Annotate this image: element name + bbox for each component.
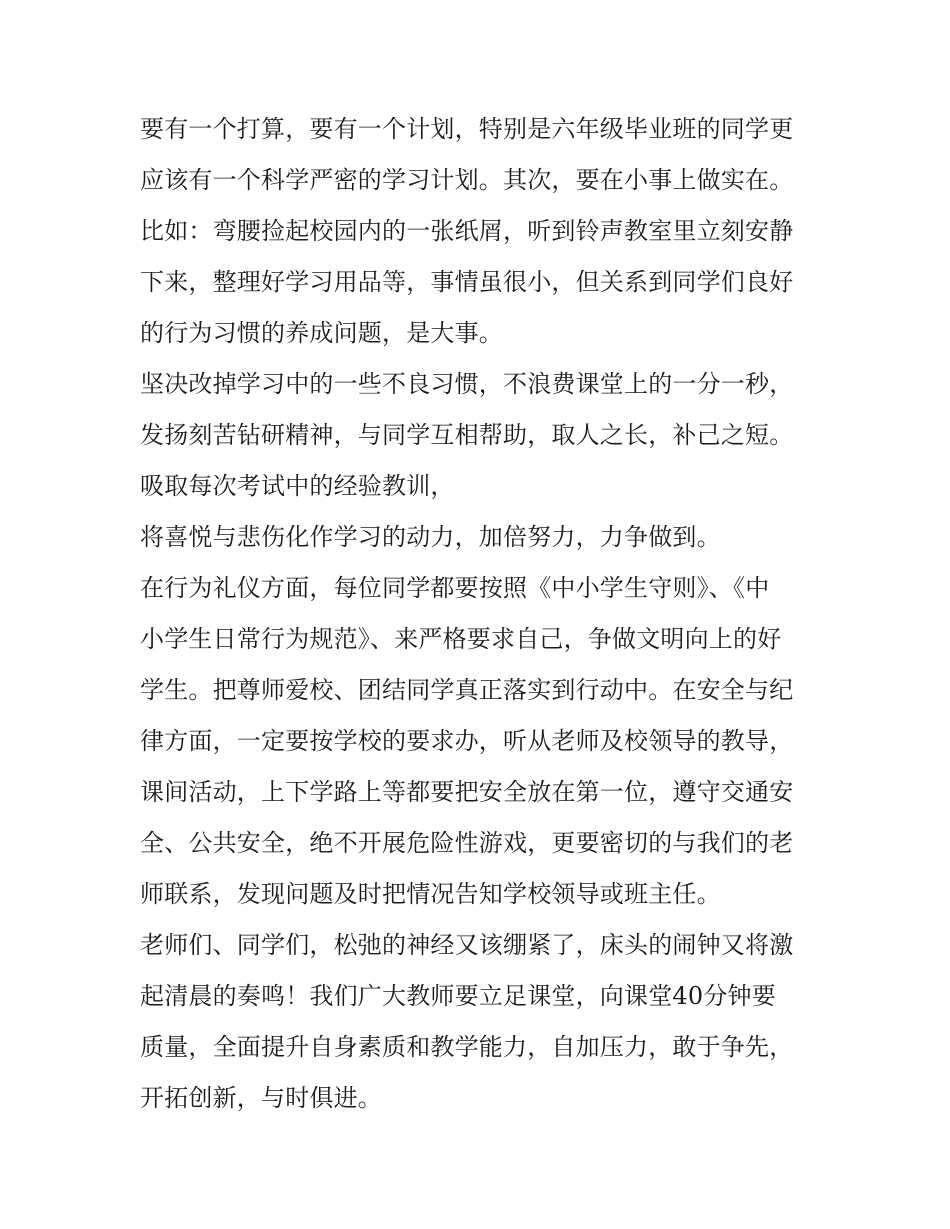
text-line: 吸取每次考试中的经验教训， (140, 472, 455, 500)
text-line: 律方面，一定要按学校的要求办，听从老师及校领导的教导， (140, 727, 794, 755)
text-line: 比如：弯腰捡起校园内的一张纸屑，听到铃声教室里立刻安静 (140, 217, 794, 245)
text-line: 应该有一个科学严密的学习计划。其次，要在小事上做实在。 (140, 166, 794, 194)
text-line: 课间活动，上下学路上等都要把安全放在第一位，遵守交通安 (140, 778, 794, 806)
text-line: 学生。把尊师爱校、团结同学真正落实到行动中。在安全与纪 (140, 676, 794, 704)
text-line: 发扬刻苦钻研精神，与同学互相帮助，取人之长，补己之短。 (140, 421, 794, 449)
text-line: 将喜悦与悲伤化作学习的动力，加倍努力，力争做到。 (140, 523, 721, 551)
text-line: 坚决改掉学习中的一些不良习惯，不浪费课堂上的一分一秒， (140, 370, 794, 398)
text-line: 老师们、同学们，松弛的神经又该绷紧了，床头的闹钟又将激 (140, 931, 794, 959)
text-line: 起清晨的奏鸣！我们广大教师要立足课堂，向课堂40分钟要 (140, 982, 776, 1010)
text-line: 在行为礼仪方面，每位同学都要按照《中小学生守则》、《中 (140, 574, 770, 602)
text-line: 下来，整理好学习用品等，事情虽很小，但关系到同学们良好 (140, 268, 794, 296)
text-line: 要有一个打算，要有一个计划，特别是六年级毕业班的同学更 (140, 115, 794, 143)
document-body (140, 104, 820, 1124)
text-line: 质量，全面提升自身素质和教学能力，自加压力，敢于争先， (140, 1033, 794, 1061)
text-line: 小学生日常行为规范》、来严格要求自己，争做文明向上的好 (140, 625, 782, 653)
text-line: 师联系，发现问题及时把情况告知学校领导或班主任。 (140, 880, 721, 908)
text-line: 全、公共安全，绝不开展危险性游戏，更要密切的与我们的老 (140, 829, 794, 857)
text-line: 的行为习惯的养成问题，是大事。 (140, 319, 503, 347)
text-line: 开拓创新，与时俱进。 (140, 1084, 382, 1112)
